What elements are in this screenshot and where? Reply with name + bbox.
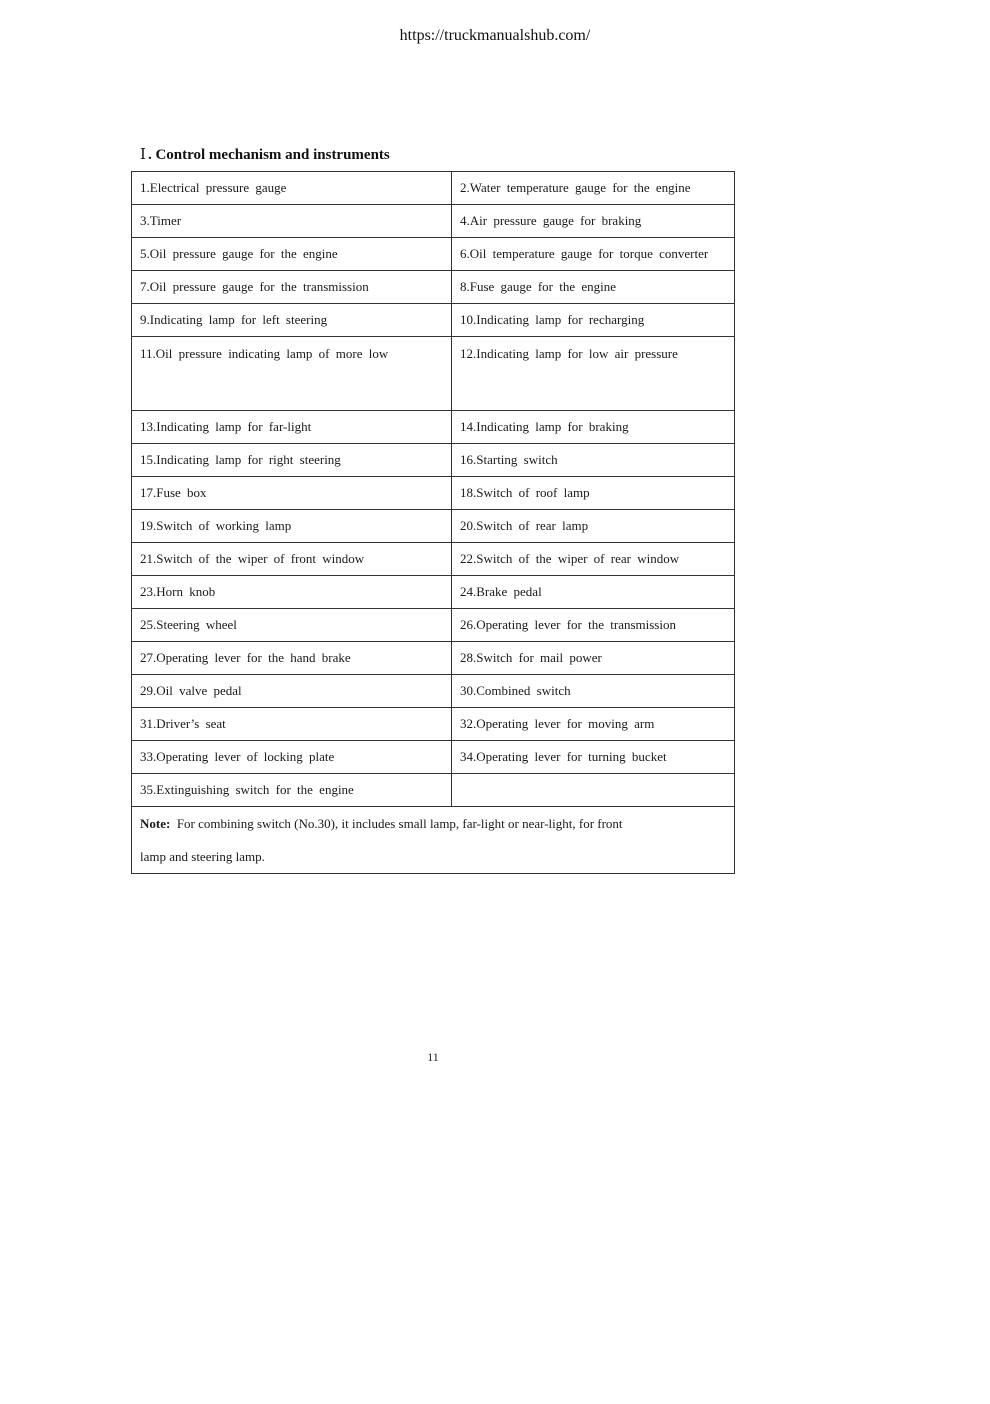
table-cell: 5.Oil pressure gauge for the engine (132, 238, 452, 271)
table-cell: 18.Switch of roof lamp (452, 477, 735, 510)
table-cell: 16.Starting switch (452, 444, 735, 477)
table-cell: 3.Timer (132, 205, 452, 238)
table-row (132, 172, 735, 205)
table-cell: 14.Indicating lamp for braking (452, 411, 735, 444)
table-row (132, 477, 735, 510)
table-row (132, 774, 735, 807)
table-row (132, 741, 735, 774)
table-cell (452, 774, 735, 807)
table-cell: 15.Indicating lamp for right steering (132, 444, 452, 477)
table-row (132, 304, 735, 337)
table-cell: 9.Indicating lamp for left steering (132, 304, 452, 337)
table-cell: 34.Operating lever for turning bucket (452, 741, 735, 774)
table-cell: 24.Brake pedal (452, 576, 735, 609)
table-cell: 23.Horn knob (132, 576, 452, 609)
section-title-text: . Control mechanism and instruments (147, 147, 390, 163)
note-first-line (140, 807, 726, 840)
table-row (132, 675, 735, 708)
parts-table (131, 171, 735, 874)
table-row (132, 238, 735, 271)
page-number: 11 (427, 1050, 439, 1064)
section-title (140, 145, 390, 164)
table-cell: 17.Fuse box (132, 477, 452, 510)
table-cell: 27.Operating lever for the hand brake (132, 642, 452, 675)
table-cell: 13.Indicating lamp for far-light (132, 411, 452, 444)
note-text-line1: For combining switch (No.30), it includes small lamp, far-light or near-light, for front (176, 816, 623, 831)
table-cell: 12.Indicating lamp for low air pressure (452, 337, 735, 411)
table-cell: 33.Operating lever of locking plate (132, 741, 452, 774)
table-cell: 22.Switch of the wiper of rear window (452, 543, 735, 576)
table-cell: 29.Oil valve pedal (132, 675, 452, 708)
table-cell: 26.Operating lever for the transmission (452, 609, 735, 642)
table-row (132, 576, 735, 609)
header-url: https://truckmanualshub.com/ (399, 27, 591, 44)
table-row (132, 510, 735, 543)
table-cell: 6.Oil temperature gauge for torque converter (452, 238, 735, 271)
table-row (132, 642, 735, 675)
table-cell: 21.Switch of the wiper of front window (132, 543, 452, 576)
table-row (132, 411, 735, 444)
table-cell: 11.Oil pressure indicating lamp of more low (132, 337, 452, 411)
table-row (132, 609, 735, 642)
table-cell: 19.Switch of working lamp (132, 510, 452, 543)
section-numeral: Ⅰ (140, 147, 146, 163)
table-cell: 30.Combined switch (452, 675, 735, 708)
table-cell: 25.Steering wheel (132, 609, 452, 642)
note-cell (132, 807, 735, 874)
table-cell: 10.Indicating lamp for recharging (452, 304, 735, 337)
table-cell: 7.Oil pressure gauge for the transmission (132, 271, 452, 304)
table-cell: 1.Electrical pressure gauge (132, 172, 452, 205)
table-cell: 32.Operating lever for moving arm (452, 708, 735, 741)
table-cell: 8.Fuse gauge for the engine (452, 271, 735, 304)
table-row (132, 205, 735, 238)
note-text-line2: lamp and steering lamp. (140, 849, 265, 864)
table-row (132, 708, 735, 741)
table-row (132, 271, 735, 304)
note-row (132, 807, 735, 874)
table-cell: 28.Switch for mail power (452, 642, 735, 675)
table-row (132, 543, 735, 576)
table-cell: 31.Driver’s seat (132, 708, 452, 741)
table-cell: 35.Extinguishing switch for the engine (132, 774, 452, 807)
table-cell: 4.Air pressure gauge for braking (452, 205, 735, 238)
table-cell: 20.Switch of rear lamp (452, 510, 735, 543)
table-cell: 2.Water temperature gauge for the engine (452, 172, 735, 205)
note-label: Note: (140, 816, 171, 831)
table-row (132, 337, 735, 411)
table-row (132, 444, 735, 477)
